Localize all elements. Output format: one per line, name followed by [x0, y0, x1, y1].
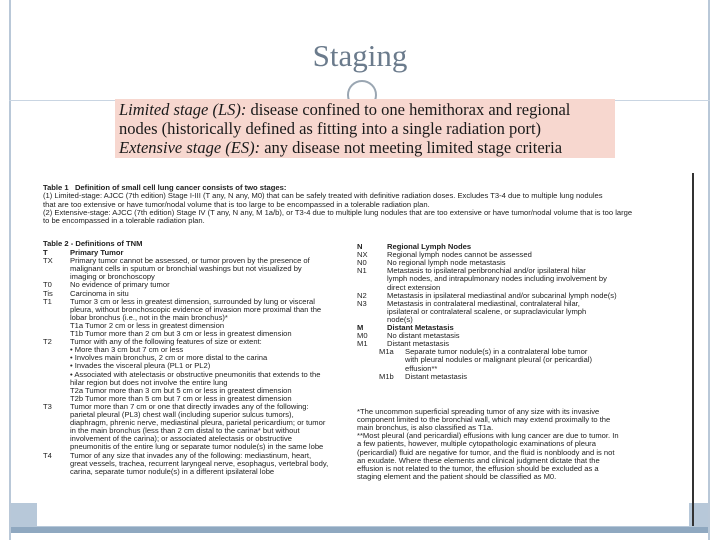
stage-definitions-box [115, 99, 615, 158]
footnote-line: component limited to the bronchial wall, which may extend proximally to the [357, 415, 611, 425]
node-row-text: lymph nodes, and intrapulmonary nodes including involvement by [387, 274, 607, 284]
node-row-key: M1a [379, 347, 394, 357]
primary-row-text: Tumor 3 cm or less in greatest dimension, surrounded by lung or visceral [70, 296, 315, 306]
primary-row-key: TX [43, 256, 53, 266]
node-row-text: Distant metastasis [405, 371, 468, 381]
table1-line1: (1) Limited-stage: AJCC (7th edition) Stage I-III (T any, N any, M0) that can be safely treated with definitive radiation doses. Excludes T3-4 due to multiple lung nodules [43, 191, 603, 201]
node-row-text: direct extension [387, 282, 441, 292]
extensive-stage-text: any disease not meeting limited stage criteria [264, 138, 563, 157]
primary-row-key: T2 [43, 337, 52, 347]
primary-row-text: in the main bronchus (less than 2 cm distal to the carina* but without [70, 426, 300, 436]
node-row-text: Regional Lymph Nodes [387, 242, 472, 251]
primary-row-text: Tumor more than 7 cm or one that directly invades any of the following: [70, 401, 309, 411]
node-row-text: node(s) [387, 314, 413, 324]
node-row-text: Metastasis to ipsilateral peribronchial and/or ipsilateral hilar [387, 266, 586, 276]
primary-row-key: Tis [43, 288, 53, 298]
table1-line4: to be encompassed in a tolerable radiation plan. [43, 216, 205, 226]
node-row-key: M0 [357, 331, 368, 341]
limited-stage-term: Limited stage (LS): [119, 100, 247, 119]
footnote-line: main bronchus, is also classified as T1a. [357, 423, 494, 433]
frame-left-border [9, 0, 11, 540]
primary-row-text: pleura, without bronchoscopic evidence of invasion more proximal than the [70, 304, 322, 314]
table1-label: Table 1 [43, 183, 69, 192]
document-edge-line [692, 173, 694, 526]
primary-row-text: parietal pleural (PL3) chest wall (including superior sulcus tumors), [70, 410, 294, 419]
primary-row-text: Tumor with any of the following features of size or extent: [70, 337, 262, 347]
node-row-key: NX [357, 250, 368, 260]
primary-row-text: Carcinoma in situ [70, 288, 129, 298]
footnote-line: effusion is not related to the tumor, the effusion should be excluded as a [357, 463, 599, 473]
footnote-line: an exudate. Where these elements and clinical judgment dictate that the [357, 455, 600, 465]
primary-row-text: T1a Tumor 2 cm or less in greatest dimension [70, 320, 225, 330]
extensive-stage-term: Extensive stage (ES): [119, 138, 261, 157]
footnote-line: *The uncommon superficial spreading tumor of any size with its invasive [357, 407, 600, 416]
limited-stage-text-1: disease confined to one hemithorax and regional [250, 100, 571, 119]
node-row-key: M1 [357, 339, 368, 349]
node-row-text: No distant metastasis [387, 331, 460, 341]
footnote-line: staging element and the patient should be classified as M0. [357, 471, 557, 481]
primary-row-text: carina, separate tumor nodule(s) in a different ipsilateral lobe [70, 466, 275, 476]
limited-stage-text-2: nodes (historically defined as fitting into a single radiation port) [119, 119, 542, 138]
node-row-key: M1b [379, 371, 394, 381]
primary-row-text: pneumonitis of the entire lung or separate tumor nodule(s) in the same lobe [70, 442, 324, 452]
primary-row-text: No evidence of primary tumor [70, 280, 170, 290]
primary-row-text: T1b Tumor more than 2 cm but 3 cm or less in greatest dimension [70, 329, 292, 338]
node-row-text: Metastasis in contralateral mediastinal, contralateral hilar, [387, 298, 580, 308]
primary-row-text: • Associated with atelectasis or obstructive pneumonitis that extends to the [70, 369, 321, 379]
primary-row-text: T2b Tumor more than 5 cm but 7 cm or less in greatest dimension [70, 393, 292, 403]
primary-row-text: malignant cells in sputum or bronchial washings but not visualized by [70, 264, 302, 274]
primary-row-text: hilar region but does not involve the entire lung [70, 377, 228, 387]
table2-title: Table 2 - Definitions of TNM [43, 239, 143, 248]
node-row-text: Distant metastasis [387, 339, 450, 349]
primary-row-text: T2a Tumor more than 3 cm but 5 cm or less in greatest dimension [70, 385, 292, 395]
primary-row-text: lobar bronchus (i.e., not in the main bronchus)* [70, 312, 228, 322]
node-row-text: Separate tumor nodule(s) in a contralateral lobe tumor [405, 347, 588, 357]
frame-right-border [708, 0, 710, 540]
node-row-key: M [357, 323, 364, 332]
bottom-band-dark [11, 527, 708, 533]
table1-heading: Definition of small cell lung cancer consists of two stages: [74, 183, 287, 192]
table1-line2: that are too extensive or have tumor/nodal volume that is too large to be encompassed in a tolerable radiation plan. [43, 199, 430, 209]
node-row-key: N2 [357, 290, 367, 300]
primary-row-text: involvement of the carina); or associated atelectasis or obstructive [70, 434, 293, 444]
table1-line3: (2) Extensive-stage: AJCC (7th edition) Stage IV (T any, N any, M 1a/b), or T3-4 due to multiple lung nodules that are too extensive or have tumor/nodal volume that is too large [43, 207, 633, 217]
node-row-key: N0 [357, 258, 367, 268]
primary-row-text: • More than 3 cm but 7 cm or less [70, 345, 184, 355]
node-row-key: N1 [357, 266, 367, 276]
primary-row-text: great vessels, trachea, recurrent laryngeal nerve, esophagus, vertebral body, [70, 458, 329, 468]
primary-row-text: • Invades the visceral pleura (PL1 or PL2) [70, 361, 211, 371]
primary-row-text: imaging or bronchoscopy [70, 272, 155, 282]
primary-row-key: T [43, 248, 48, 257]
node-row-text: Distant Metastasis [387, 323, 454, 332]
node-row-text: Metastasis in ipsilateral mediastinal and/or subcarinal lymph node(s) [387, 290, 617, 300]
node-row-text: with pleural nodules or malignant pleural (or pericardial) [405, 355, 592, 365]
primary-row-text: Primary tumor cannot be assessed, or tumor proven by the presence of [70, 256, 310, 266]
node-row-key: N3 [357, 298, 367, 308]
footnote-line: a few patients, however, multiple cytopathologic examinations of pleura [357, 439, 596, 449]
node-row-text: ipsilateral or contralateral scalene, or supraclavicular lymph [387, 306, 587, 316]
footnote-line: (pericardial) fluid are negative for tumor, and the fluid is nonbloody and is not [357, 447, 615, 457]
primary-row-key: T1 [43, 296, 52, 306]
primary-row-text: Tumor of any size that invades any of the following: mediastinum, heart, [70, 450, 312, 460]
primary-row-text: diaphragm, phrenic nerve, mediastinal pleura, parietal pericardium; or tumor [70, 418, 326, 428]
slide-title: Staging [312, 38, 408, 73]
primary-row-text: Primary Tumor [70, 248, 124, 257]
primary-row-key: T4 [43, 450, 52, 460]
staging-document [37, 173, 689, 526]
node-row-text: Regional lymph nodes cannot be assessed [387, 250, 532, 260]
node-row-text: effusion** [405, 363, 438, 373]
primary-row-key: T3 [43, 401, 52, 411]
table1 [43, 184, 683, 225]
primary-row-key: T0 [43, 280, 52, 290]
primary-row-text: • Involves main bronchus, 2 cm or more distal to the carina [70, 353, 268, 363]
footnote-line: **Most pleural (and pericardial) effusions with lung cancer are due to tumor. In [357, 431, 619, 441]
node-row-key: N [357, 242, 363, 251]
node-row-text: No regional lymph node metastasis [387, 258, 506, 268]
